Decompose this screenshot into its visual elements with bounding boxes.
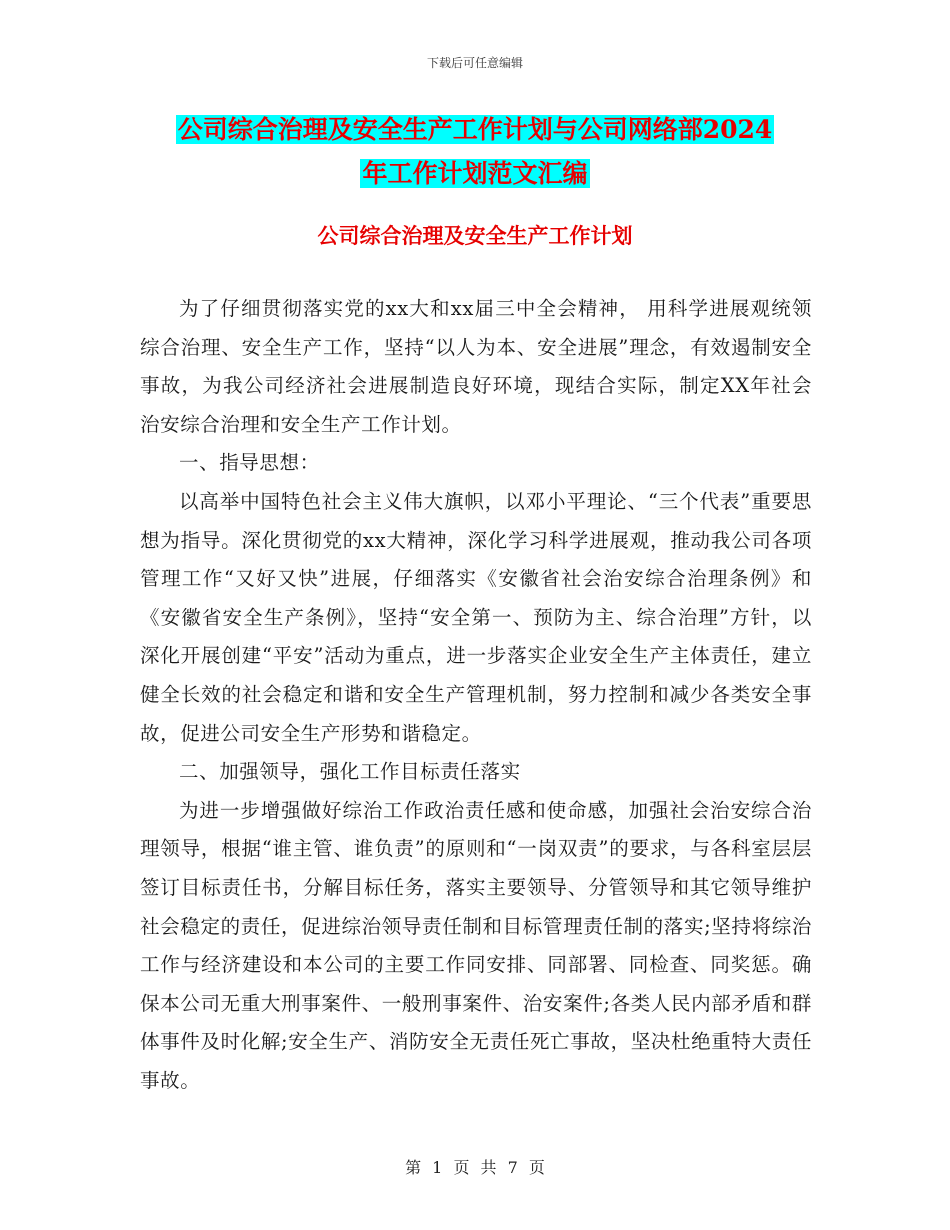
title-text-2: 年工作计划范文汇编 (362, 159, 588, 188)
paragraph-leadership: 为进一步增强做好综治工作政治责任感和使命感，加强社会治安综合治理领导，根据“谁主管、谁负责”的原则和“一岗双责”的要求，与各科室层层签订目标责任书，分解目标任务，落实主要领导、分管领导和其它领导维护社会稳定的责任，促进综治领导责任制和目标管理责任制的落实;坚持将综治工作与经济建设和本公司的主要工作同安排、同部署、同检查、同奖惩。确保本公司无重大刑事案件、一般刑事案件、治安案件;各类人民内部矛盾和群体事件及时化解;安全生产、消防安全无责任死亡事故，坚决杜绝重特大责任事故。 (140, 798, 812, 1092)
heading-leadership: 二、加强领导，强化工作目标责任落实 (179, 760, 521, 784)
document-title-line-2 (0, 156, 950, 192)
paragraph-intro: 为了仔细贯彻落实党的xx大和xx届三中全会精神， 用科学进展观统领综合治理、安全生产工作，坚持“以人为本、安全进展”理念，有效遏制安全事故，为我公司经济社会进展制造良好环境，现结合实际，制定XX年社会治安综合治理和安全生产工作计划。 (140, 297, 812, 436)
paragraph-guiding-ideology: 以高举中国特色社会主义伟大旗帜，以邓小平理论、“三个代表”重要思想为指导。深化贯彻党的xx大精神，深化学习科学进展观，推动我公司各项管理工作“又好又快”进展，仔细落实《安徽省社会治安综合治理条例》和《安徽省安全生产条例》，坚持“安全第一、预防为主、综合治理”方针，以深化开展创建“平安”活动为重点，进一步落实企业安全生产主体责任，建立健全长效的社会稳定和谐和安全生产管理机制，努力控制和减少各类安全事故，促进公司安全生产形势和谐稳定。 (140, 489, 812, 745)
document-title-line-1 (0, 112, 950, 148)
header-note: 下载后可任意编辑 (426, 56, 523, 70)
section-title: 公司综合治理及安全生产工作计划 (317, 223, 633, 248)
title-text-1: 公司综合治理及安全生产工作计划与公司网络部2024 (177, 115, 773, 144)
heading-guiding-ideology: 一、指导思想： (179, 451, 320, 475)
document-body (140, 290, 812, 1100)
page-footer: 第 1 页 共 7 页 (405, 1158, 545, 1177)
